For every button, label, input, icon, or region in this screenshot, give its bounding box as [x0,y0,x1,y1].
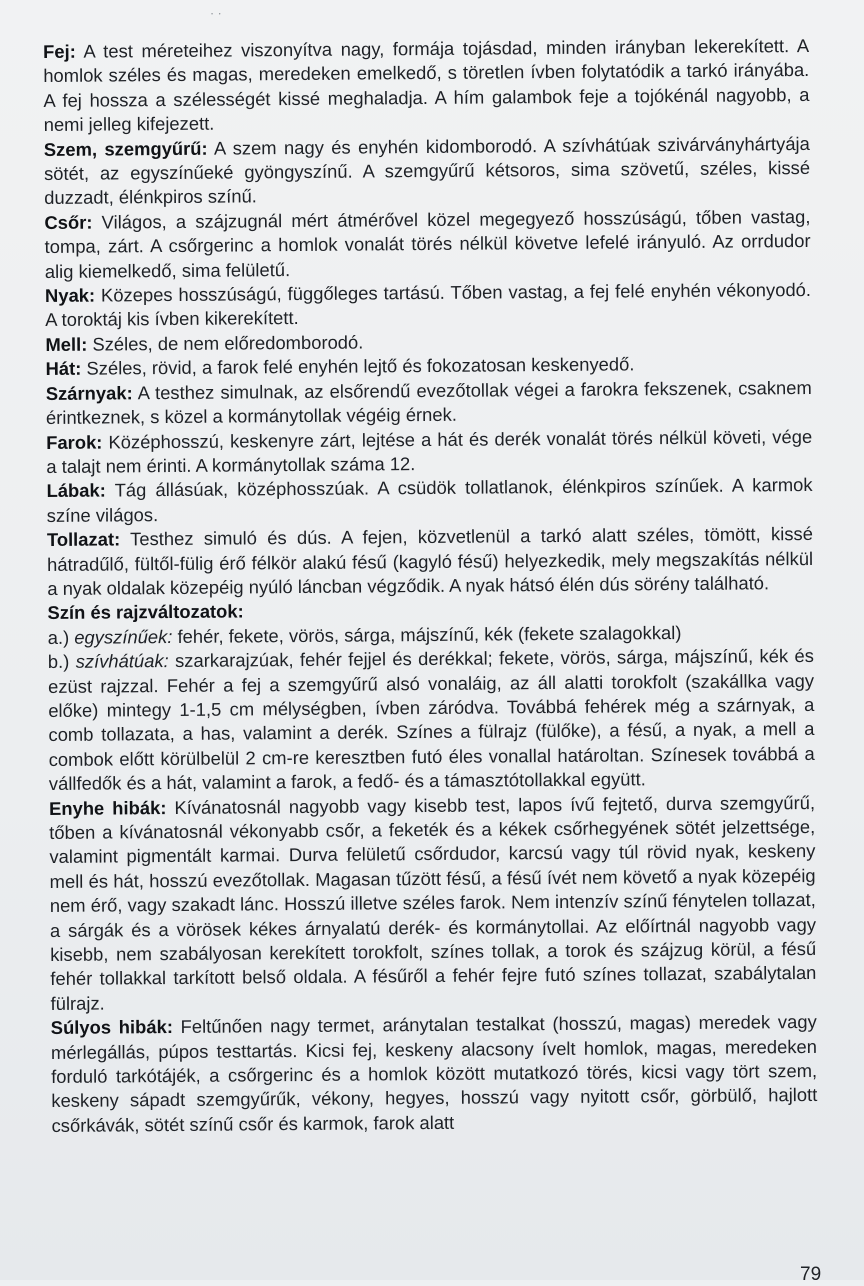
section-body: Közepes hosszúságú, függőleges tartású. Tőben vastag, a fej felé enyhén vékonyodó. A toroktáj kis ívben kikerekített. [45,279,812,331]
variant-prefix: a.) [47,626,75,648]
variant-body: szarkarajzúak, fehér fejjel és derékkal; fekete, vörös, sárga, májszínű, kék és ezüst rajzzal. Fehér a fej a szemgyűrű alsó vonaláig, az áll alatti torokfolt (szakállka vagy előke) mintegy 1-1,5 cm mélységben, ívben záródva. Továbbá fehérek még a szárnyak, a comb tollazata, a has, valamint a derék. Színes a fülrajz (fülőke), a fésű, a nyak, a mell a combok előtt körülbelül 2 cm-re keresztben futó éles vonallal határoltan. Színesek továbbá a vállfedők és a hát, valamint a farok, a fedő- és a támasztótollakkal együtt. [47,645,815,795]
section-heading: Szárnyak: [45,381,133,404]
section-sulyos-hibak [51,1010,818,1138]
section-body: Tág állásúak, középhosszúak. A csüdök tollatlanok, élénkpiros színűek. A karmok színe világos. [46,474,813,526]
section-fej [43,34,810,138]
section-labak [46,473,812,528]
section-heading: Csőr: [44,211,93,233]
section-heading: Szem, szemgyűrű: [43,137,208,160]
section-body: Kívánatosnál nagyobb vagy kisebb test, lapos ívű fejtető, durva szemgyűrű, tőben a kívánatosnál vékonyabb csőr, a feketék és a kékek csőrhegyének sötét jelzettsége, valamint pigmentált karmai. Durva felületű csőrdudor, karcsú vagy túl rövid nyak, keskeny mell és hát, hosszú evezőtollak. Magasan tűzött fésű, a fésű ívét nem követő a nyak közepéig nem érő, vagy szakadt lánc. Hosszú illetve széles farok. Nem intenzív színű fénytelen tollazat, a sárgák és a vörösek kékes árnyalatú derék- és kormánytollai. Az előírtnál nagyobb vagy kisebb, nem szabályosan kerekített torokfolt, színes tollak, a torok és szájzug körül, a fésű fehér tollakkal tarkított belső oldala. A fésűről a fehér fejre futó színes tollazat, szabálytalan fülrajz. [49,791,817,1014]
section-body: Széles, de nem előredomborodó. [87,331,364,355]
section-heading: Enyhe hibák: [48,796,167,819]
variant-prefix: b.) [47,650,76,673]
section-farok [46,424,812,479]
section-heading: Mell: [45,333,88,355]
variant-body: fehér, fekete, vörös, sárga, májszínű, kék (fekete szalagokkal) [172,621,682,647]
section-csor [44,205,811,284]
section-szarnyak [46,376,812,431]
color-variant-b [48,644,815,796]
section-enyhe-hibak [49,791,817,1017]
section-heading: Farok: [46,431,103,453]
section-heading: Lábak: [46,479,106,502]
section-body: A test méreteihez viszonyítva nagy, formája tojásdad, minden irányban lekerekített. A homlok széles és magas, meredeken emelkedő, s töretlen ívben folytatódik a tarkó irányába. A fej hossza a szélességét kissé meghaladja. A hím galambok feje a tojókénál nagyobb, a nemi jelleg kifejezett. [43,34,810,136]
section-nyak [45,278,811,333]
section-heading: Tollazat: [46,528,121,551]
section-heading: Fej: [43,40,76,62]
variant-label: szívhátúak: [75,650,169,672]
section-heading: Szín és rajzváltozatok: [47,600,244,624]
section-body: A szem nagy és enyhén kidomborodó. A szívhátúak szivárványhártyája sötét, az egyszínűeké gyöngyszínű. A szemgyűrű kétsoros, sima szövetű, széles, kissé duzzadt, élénkpiros színű. [43,132,811,209]
section-body: Feltűnően nagy termet, aránytalan testalkat (hosszú, magas) meredek vagy mérlegállás, púpos testtartás. Kicsi fej, keskeny alacsony ívelt homlok, magas, meredeken forduló tarkótájék, a csőrgerinc és a homlok között mutatkozó törés, kicsi vagy tört szem, keskeny sápadt szemgyűrűk, vékony, hegyes, hosszú vagy nyitott csőr, görbülő, hajlott csőrkávák, sötét színű csőr és karmok, farok alatt [50,1011,818,1136]
section-body: A testhez simulnak, az elsőrendű evezőtollak végei a farokra fekszenek, csaknem érintkeznek, s közel a kormánytollak végéig érnek. [45,376,812,429]
section-heading: Hát: [45,357,82,380]
section-body: Széles, rövid, a farok felé enyhén lejtő és fokozatosan keskenyedő. [81,353,635,379]
page-text [43,34,818,1138]
section-heading: Nyak: [44,284,96,307]
print-specks: • • [211,12,223,18]
page-number: 79 [800,1264,822,1285]
section-body: Középhosszú, keskenyre zárt, lejtése a hát és derék vonalát törés nélkül követi, vége a talajt nem érinti. A kormánytollak száma 12. [46,425,813,477]
variant-label: egyszínűek: [74,625,173,648]
section-body: Világos, a szájzugnál mért átmérővel közel megegyező hosszúságú, tőben vastag, tompa, zárt. A csőrgerinc a homlok vonalát törés nélkül követve lefelé irányuló. Az orrdudor alig kiemelkedő, sima felületű. [44,205,811,282]
section-body: Testhez simuló és dús. A fejen, közvetlenül a tarkó alatt széles, tömött, kissé hátradűlő, fültől-fülig érő félkör alakú fésű (kagyló fésű) helyezkedik, mely megszakítás nélkül a nyak oldalak közepéig nyúló láncban végződik. A nyak hátsó élén dús sörény található. [47,523,814,599]
section-szem [44,132,811,211]
section-tollazat [47,522,814,601]
section-heading: Súlyos hibák: [50,1016,174,1039]
